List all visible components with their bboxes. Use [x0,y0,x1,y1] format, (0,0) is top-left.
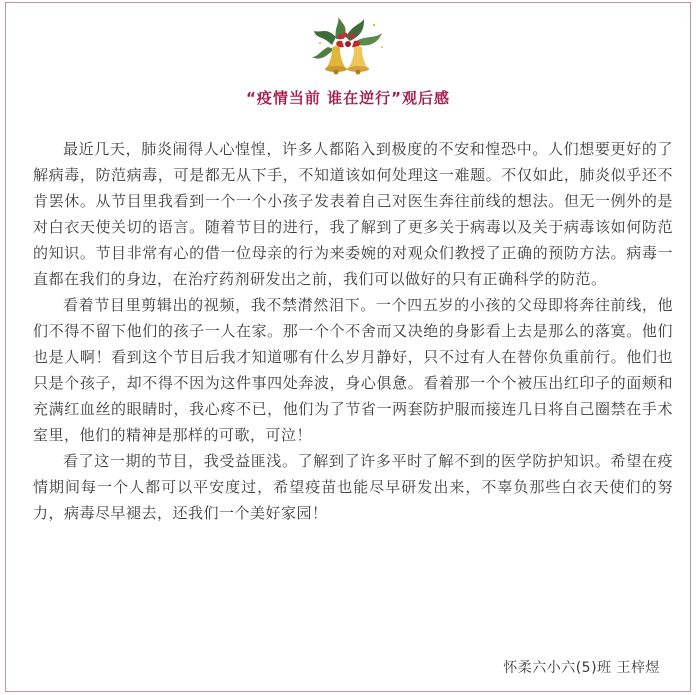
paragraph-2: 看着节目里剪辑出的视频，我不禁潸然泪下。一个四五岁的小孩的父母即将奔往前线，他们不得不留下他们的孩子一人在家。那一个个不舍而又决绝的身影看上去是那么的落寞。他们也是人啊！看到这个节目后我才知道哪有什么岁月静好，只不过有人在替你负重前行。他们也只是个孩子，却不得不因为这件事四处奔波，身心俱惫。看着那一个个被压出红印子的面颊和充满红血丝的眼睛时，我心疼不已，他们为了节省一两套防护服而接连几日将自己圈禁在手术室里，他们的精神是那样的可歌，可泣！ [33,296,673,444]
paragraph-3: 看了这一期的节目，我受益匪浅。了解到了许多平时了解不到的医学防护知识。希望在疫情期间每一个人都可以平安度过，希望疫苗也能尽早研发出来，不辜负那些白衣天使们的努力，病毒尽早褪去，还我们一个美好家园！ [33,452,673,522]
article-body [33,136,673,526]
article-title: “疫情当前 谁在逆行”观后感 [246,89,450,107]
paragraph-1: 最近几天，肺炎闹得人心惶惶，许多人都陷入到极度的不安和惶恐中。人们想要更好的了解病毒，防范病毒，可是都无从下手，不知道该如何处理这一难题。不仅如此，肺炎似乎还不肯罢休。从节目里我看到一个一个小孩子发表着自己对医生奔往前线的想法。但无一例外的是对白衣天使关切的语言。随着节目的进行，我了解到了更多关于病毒以及关于病毒该如何防范的知识。节目非常有心的借一位母亲的行为来委婉的对观众们教授了正确的预防方法。病毒一直都在我们的身边，在治疗药剂研发出之前，我们可以做好的只有正确科学的防范。 [33,140,673,288]
page-frame [5,2,691,692]
author-signature: 怀柔六小六(5)班 王梓煜 [503,660,660,676]
holly-bells-icon [312,17,392,77]
